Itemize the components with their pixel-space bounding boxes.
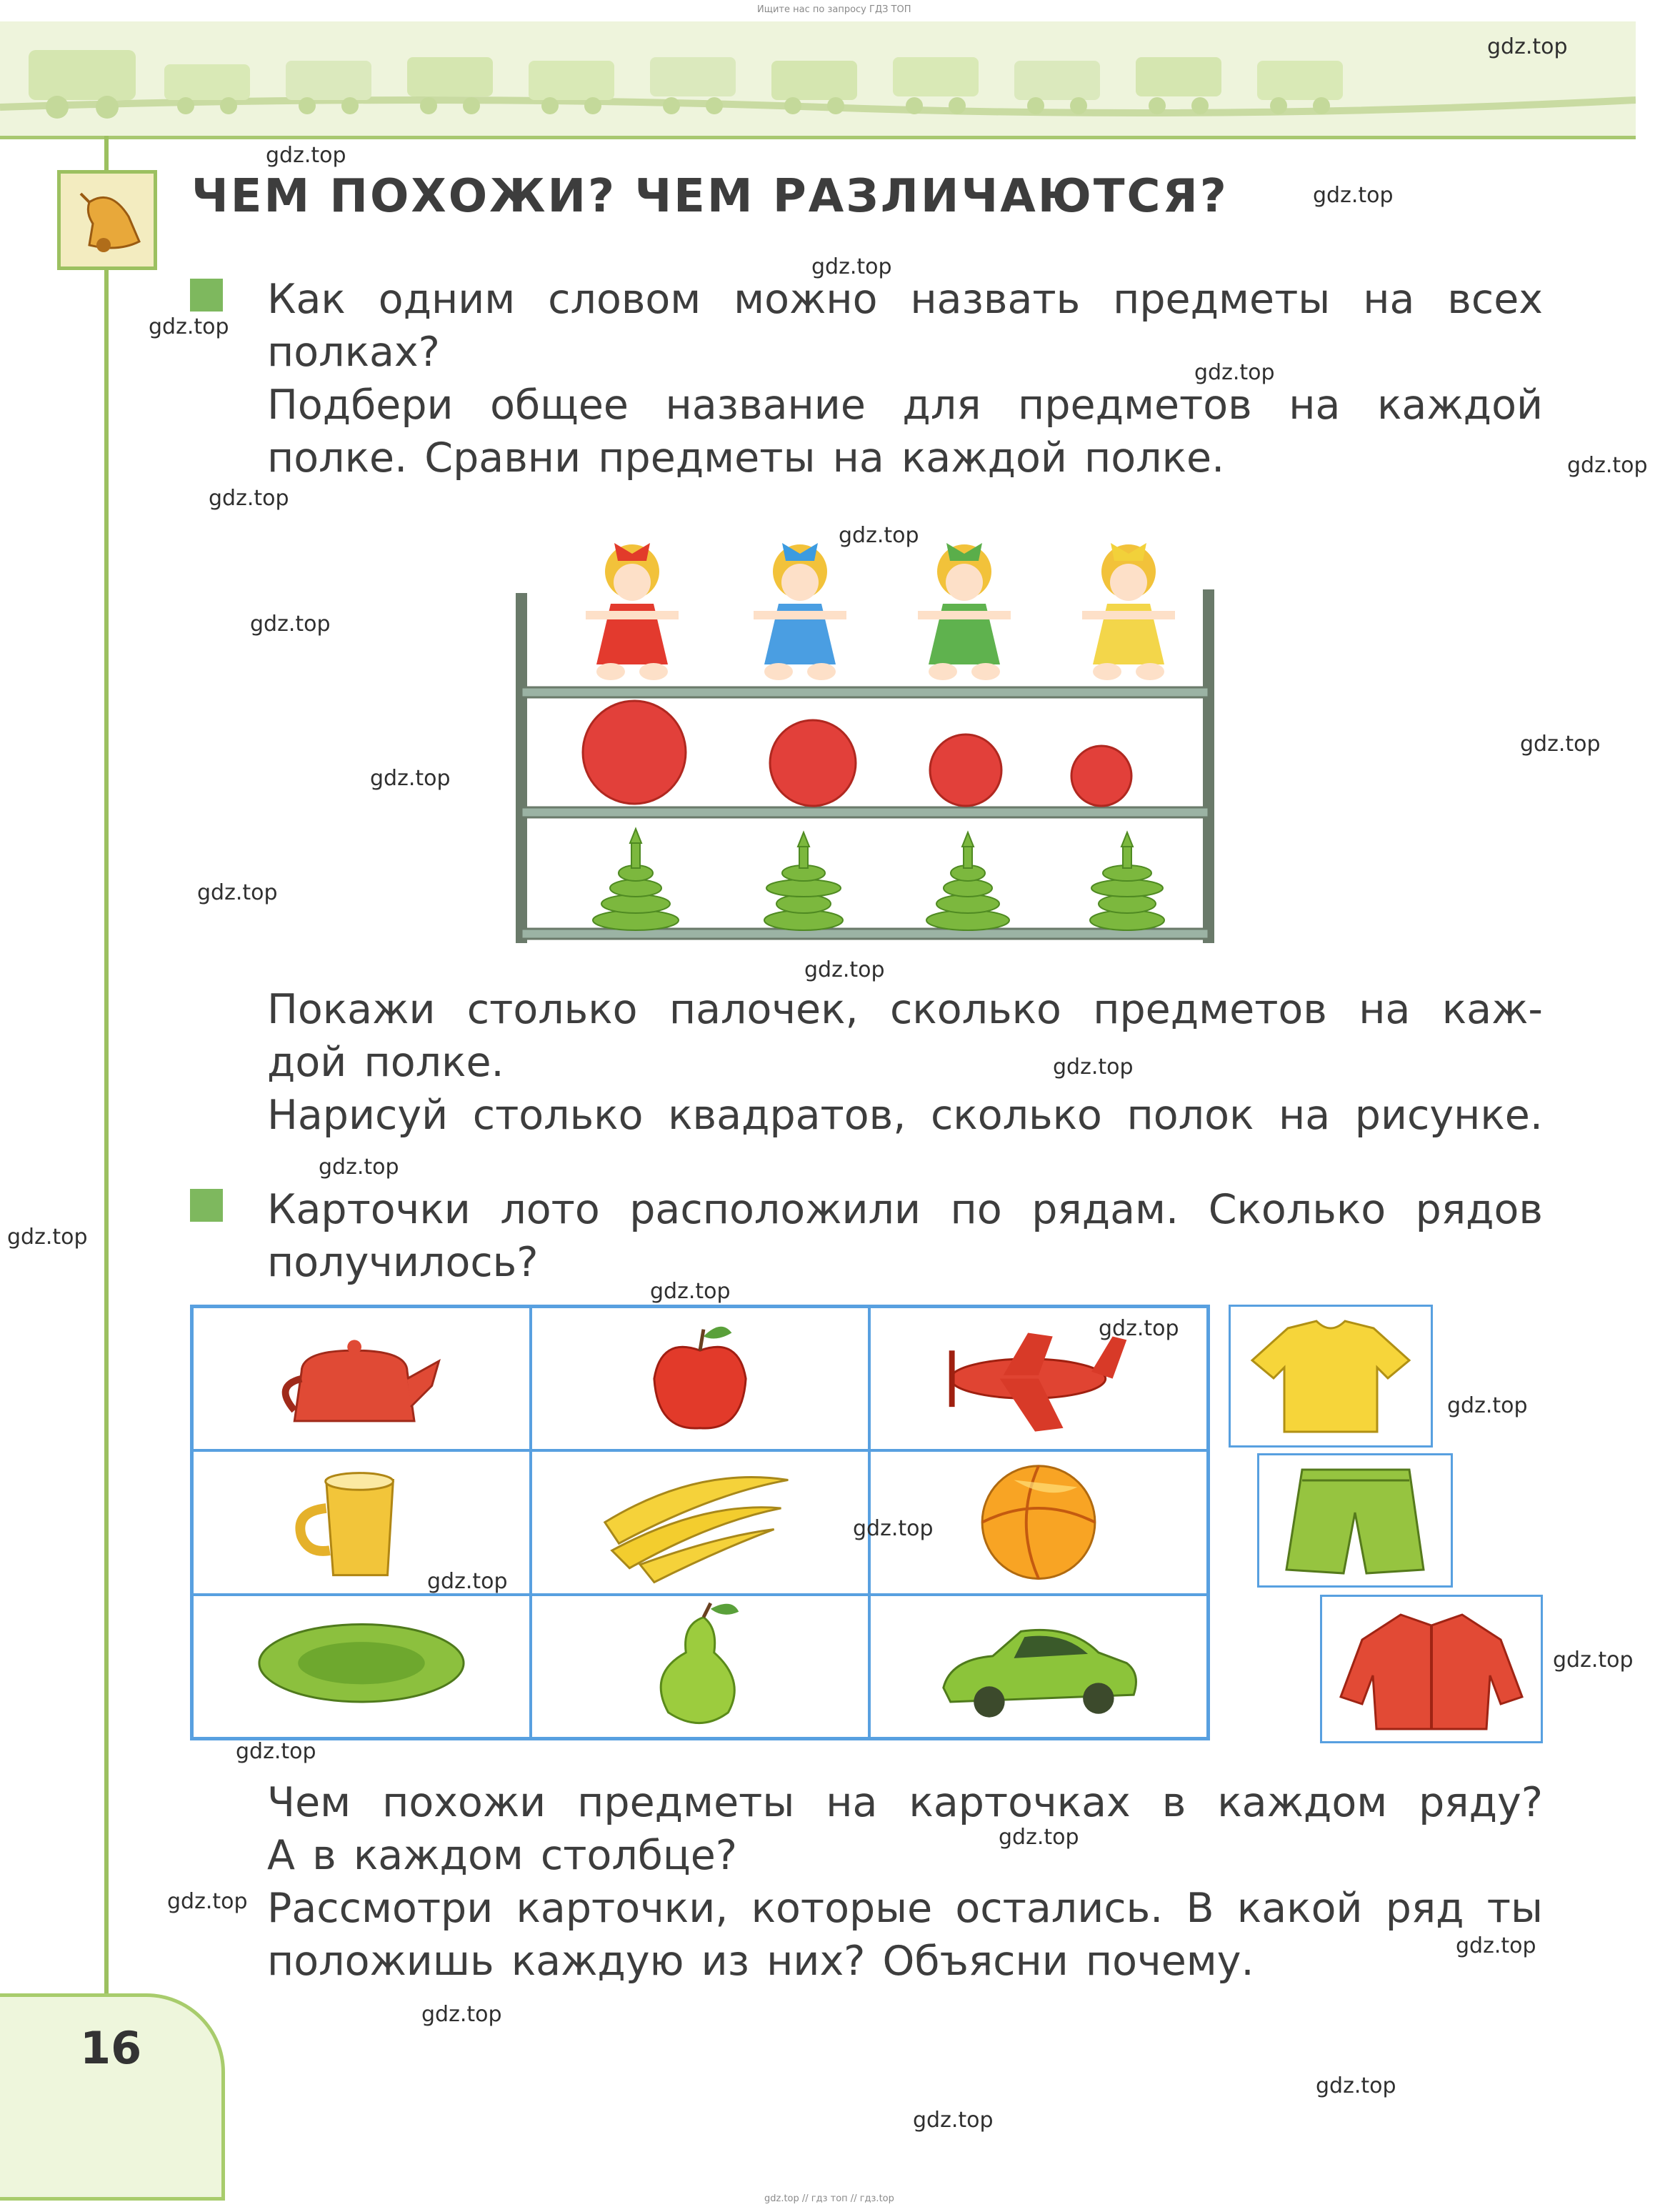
pear-icon [532,1596,868,1737]
card-jacket [1320,1595,1543,1743]
watermark: gdz.top [197,880,278,905]
card-apple [531,1307,869,1450]
watermark: gdz.top [250,612,331,637]
task2-after-line-2: А в каждом столбце? [267,1832,738,1879]
shorts-icon [1259,1455,1451,1585]
watermark: gdz.top [811,254,892,279]
watermark: gdz.top [1456,1933,1536,1958]
small-ball-icon [930,734,1001,806]
watermark: gdz.top [1313,183,1394,208]
watermark: gdz.top [1567,453,1648,478]
blue-doll-icon [754,543,846,680]
task2-after-line-3: Рассмотри карточки, которые остались. В какой ряд ты [267,1885,1543,1932]
card-plate [192,1595,531,1738]
watermark: gdz.top [839,523,919,548]
card-bananas [531,1450,869,1594]
task-bullet [190,279,223,312]
shelf-svg [507,514,1221,950]
car-icon [871,1596,1206,1737]
watermark: gdz.top [167,1889,248,1914]
task1-line-1: Как одним словом можно назвать предметы на всех [267,276,1543,323]
watermark: gdz.top [650,1279,731,1304]
jacket-icon [1322,1597,1541,1741]
watermark: gdz.top [319,1155,399,1180]
task2-line-2: получилось? [267,1239,539,1286]
bell-icon [61,174,154,266]
card-tshirt [1229,1305,1433,1448]
shelf-illustration [507,514,1221,950]
watermark: gdz.top [999,1825,1079,1850]
task1-after-line-1: Покажи столько палочек, сколько предметов на каж- [267,986,1543,1033]
bananas-icon [532,1452,868,1593]
yellow-doll-icon [1082,543,1175,680]
medium-ball-icon [770,720,856,806]
page-number: 16 [80,2022,142,2074]
smallest-ball-icon [1071,746,1131,806]
teapot-icon [194,1308,529,1449]
watermark: gdz.top [421,2002,502,2027]
task1-after-line-3: Нарисуй столько квадратов, сколько полок на рисунке. [267,1092,1543,1139]
watermark: gdz.top [1194,360,1275,385]
card-shorts [1257,1453,1453,1588]
green-doll-icon [918,543,1011,680]
lotto-cards-grid [190,1305,1210,1740]
task2-line-1: Карточки лото расположили по рядам. Сколько рядов [267,1186,1543,1233]
watermark: gdz.top [209,486,289,511]
pyramid-icon [1090,832,1164,930]
watermark: gdz.top [266,143,346,168]
watermark: gdz.top [1520,732,1601,757]
task2-after-line-4: положишь каждую из них? Объясни почему. [267,1938,1254,1985]
card-teapot [192,1307,531,1450]
watermark: gdz.top [853,1516,934,1541]
watermark: gdz.top [1099,1316,1179,1341]
card-pear [531,1595,869,1738]
watermark: gdz.top [236,1739,316,1764]
watermark: gdz.top [1053,1055,1134,1080]
task1-after-line-2: дой полке. [267,1039,504,1086]
tshirt-icon [1231,1307,1431,1445]
page-title: ЧЕМ ПОХОЖИ? ЧЕМ РАЗЛИЧАЮТСЯ? [191,170,1229,223]
large-ball-icon [583,701,686,804]
pyramid-icon [593,829,679,930]
apple-icon [532,1308,868,1449]
header-banner [0,21,1636,139]
card-car [869,1595,1208,1738]
task1-line-2: полках? [267,329,440,376]
task1-line-3: Подбери общее название для предметов на каждой [267,382,1543,429]
watermark: gdz.top [427,1569,508,1594]
task-bullet [190,1189,223,1222]
watermark: gdz.top [370,766,451,791]
task1-line-4: полке. Сравни предметы на каждой полке. [267,434,1225,482]
pyramid-icon [764,832,843,930]
watermark: gdz.top [1553,1648,1634,1673]
watermark: gdz.top [1316,2073,1396,2098]
watermark: gdz.top [804,957,885,982]
watermark: gdz.top [913,2108,994,2133]
watermark: gdz.top [7,1225,88,1250]
watermark: gdz.top [1487,34,1568,59]
plate-icon [194,1596,529,1737]
train-banner-illustration [0,21,1636,136]
red-doll-icon [586,543,679,680]
watermark: gdz.top [149,314,229,339]
margin-line [104,136,109,2022]
pyramid-icon [926,832,1009,930]
footer-note: gdz.top // гдз топ // гдз.top [764,2193,894,2204]
task2-after-line-1: Чем похожи предметы на карточках в каждом ряду? [267,1779,1543,1826]
top-note: Ищите нас по запросу ГДЗ ТОП [757,4,911,15]
watermark: gdz.top [1447,1393,1528,1418]
bell-icon-box [57,170,157,270]
